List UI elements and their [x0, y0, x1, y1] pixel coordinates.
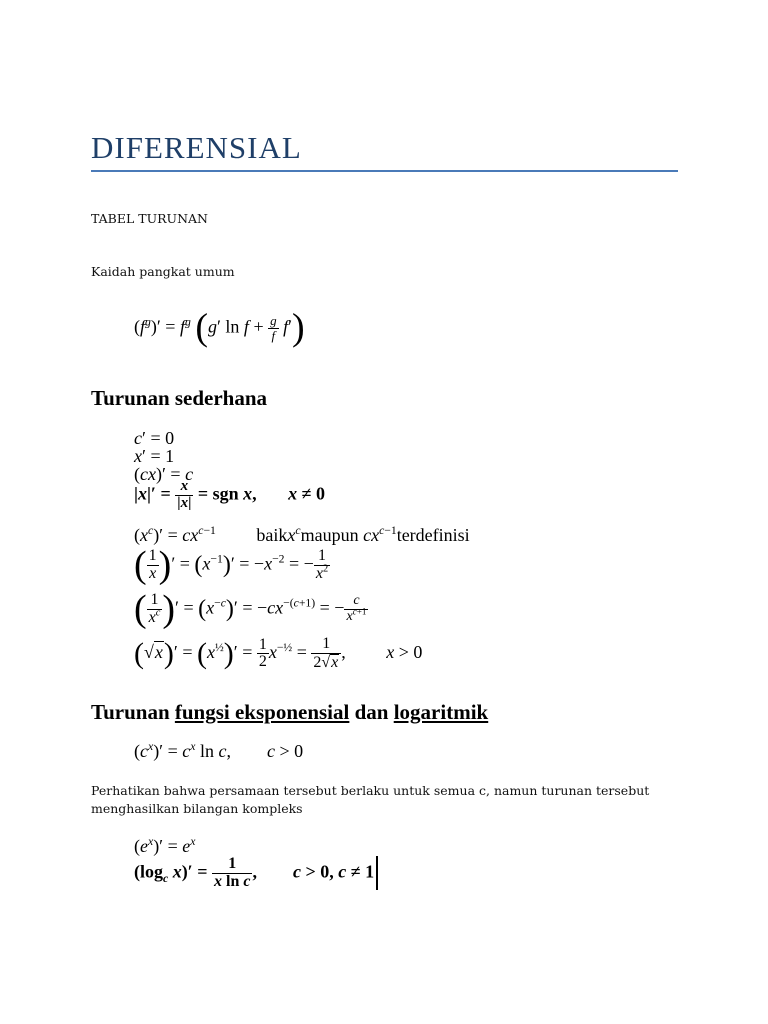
- formula-r6: ( $\frac{1}{x}$ )′ = $(x^{-1})' = -x^{-2}$ = − $\frac{1}{x^2}$: [134, 543, 329, 586]
- heading-prefix: Turunan: [91, 700, 175, 724]
- formula-r8: $(√x)' = (x^{\frac{1}{2}})'$ = $\frac{1}{2}$ $x^{-\frac{1}{2}}$ = $\frac{1}{2√x}$ , x > 0: [134, 635, 423, 671]
- link-logaritmik[interactable]: logaritmik: [393, 700, 489, 724]
- formula-r3: (cx)′ = c: [134, 464, 194, 484]
- formula-general-power: $(f^g)' = f^g$ (g′ ln f + $\frac{g}{f}$ f′): [134, 306, 305, 349]
- formula-e3: ($\log_c$ x)′ = $\frac{1}{\text{x ln c}}$ , c > 0, c ≠ 1: [134, 856, 378, 891]
- formula-r1: c′ = 0: [134, 428, 175, 448]
- heading-turunan-sederhana: Turunan sederhana: [91, 386, 268, 410]
- section-label-kaidah: Kaidah pangkat umum: [91, 264, 235, 279]
- formula-r4: |x|′ = $\frac{x}{|x|}$ = sgn x, x ≠ 0: [134, 478, 326, 511]
- formula-r7: ( $\frac{1}{x^c}$ )′ = $(x^{-c})' = -cx^{-(c+1)}$ = − $\frac{c}{x^{c+1}}$: [134, 587, 367, 630]
- formula-e2: $(e^x)' = e^x$: [134, 835, 196, 856]
- heading-turunan-eksponensial: [91, 700, 488, 725]
- note-line-1: Perhatikan bahwa persamaan tersebut berlaku untuk semua c, namun turunan tersebut: [91, 783, 650, 798]
- formula-r2: x′ = 1: [134, 446, 175, 466]
- title-divider: [91, 170, 678, 172]
- note-line-2: menghasilkan bilangan kompleks: [91, 801, 303, 816]
- formula-e1: $(c^x)' = c^x$ ln c, c > 0: [134, 740, 304, 761]
- link-fungsi-eksponensial[interactable]: fungsi eksponensial: [174, 700, 350, 724]
- page-title: DIFERENSIAL: [91, 130, 302, 165]
- heading-mid: dan: [349, 700, 394, 724]
- section-label-tabel: TABEL TURUNAN: [91, 211, 208, 226]
- formula-r5: $(x^c)' = cx^{c-1}$ baikx$^c$maupun $cx^{c-1}terdefinisi$: [134, 524, 470, 545]
- text-cursor: [376, 856, 378, 890]
